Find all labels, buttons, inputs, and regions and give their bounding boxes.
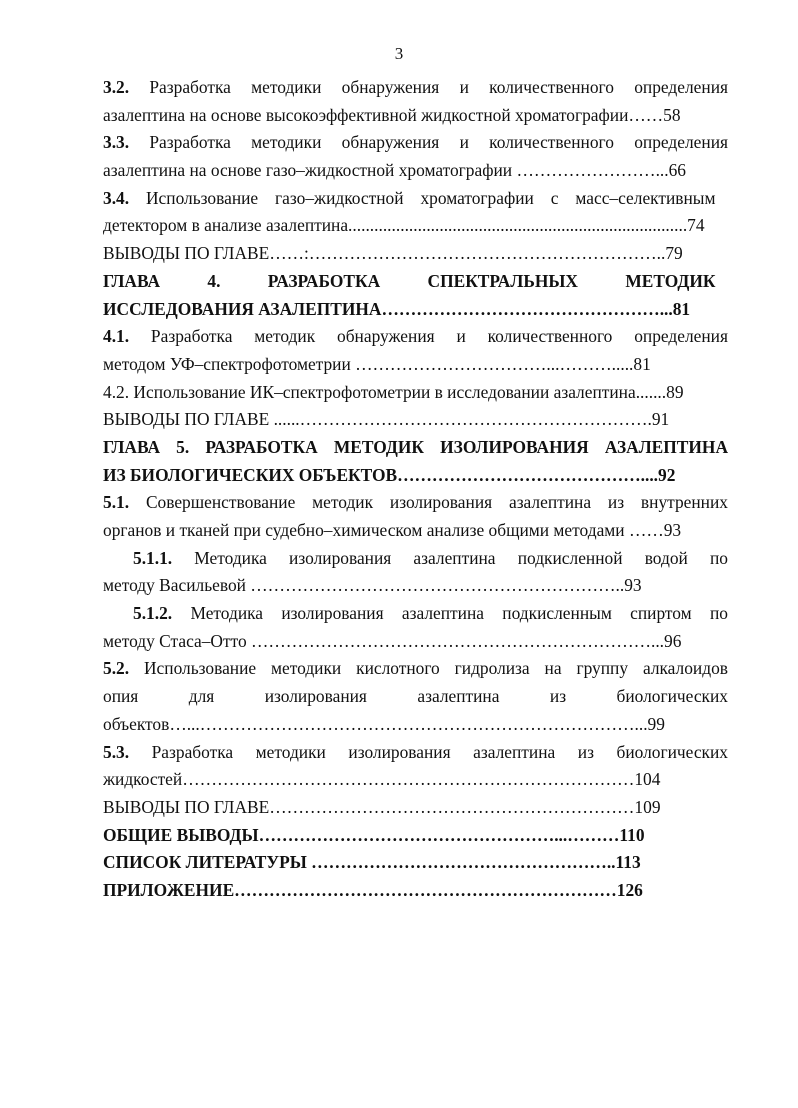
toc-entry-conclusions-ch5: ВЫВОДЫ ПО ГЛАВЕ………………………………………………………109 — [103, 796, 661, 817]
section-title: Методика изолирования азалептина подкисленной водой по — [172, 547, 728, 568]
section-number: 5.1.2. — [133, 603, 173, 624]
section-number: 3.3. — [103, 132, 130, 153]
toc-chapter-5-title-line-1: ГЛАВА 5. РАЗРАБОТКА МЕТОДИК ИЗОЛИРОВАНИЯ АЗАЛЕПТИНА — [103, 436, 728, 457]
toc-entry-5-1-line-2: органов и тканей при судебно–химическом анализе общими методами ……93 — [103, 520, 682, 540]
page-number: 3 — [394, 44, 404, 63]
toc-entry-5-1-1-line-1 — [103, 545, 728, 573]
toc-entry-5-2-line-3: объектов…...…………………………………………………………………...99 — [103, 713, 665, 734]
section-number: 3.4. — [103, 187, 130, 208]
toc-entry-5-1-1-line-2: методу Васильевой ………………………………………………………..93 — [103, 575, 642, 596]
section-number: 5.1. — [103, 492, 130, 513]
toc-entry-4-2: 4.2. Использование ИК–спектрофотометрии в исследовании азалептина.......89 — [103, 381, 684, 402]
toc-entry-5-1-2-line-2: методу Стаса–Отто ……………………………………………………………...96 — [103, 630, 682, 651]
section-title: Использование методики кислотного гидролиза на группу алкалоидов — [129, 658, 728, 679]
section-title: Методика изолирования азалептина подкисленным спиртом по — [172, 603, 728, 624]
section-title: Разработка методики обнаружения и количественного определения — [129, 132, 728, 153]
section-title: Разработка методик обнаружения и количественного определения — [129, 326, 728, 347]
section-number: 5.3. — [103, 741, 130, 762]
toc-entry-3-2-line-2: азалептина на основе высокоэффективной жидкостной хроматографии……58 — [103, 104, 681, 125]
toc-chapter-4-title-line-1: ГЛАВА 4. РАЗРАБОТКА СПЕКТРАЛЬНЫХ МЕТОДИК — [103, 270, 716, 291]
section-title: Использование газо–жидкостной хроматографии с масс–селективным — [129, 187, 716, 208]
toc-entry-5-2-line-2: опия для изолирования азалептина из биологических — [103, 686, 728, 707]
section-number: 5.2. — [103, 658, 130, 679]
toc-entry-general-conclusions: ОБЩИЕ ВЫВОДЫ……………………………………………...………110 — [103, 824, 645, 845]
toc-entry-5-1-2-line-1 — [103, 600, 728, 628]
section-title: Совершенствование методик изолирования азалептина из внутренних — [129, 492, 728, 513]
toc-chapter-4-title-line-2: ИССЛЕДОВАНИЯ АЗАЛЕПТИНА…………………………………………...81 — [103, 298, 691, 319]
toc-entry-4-1-line-2: методом УФ–спектрофотометрии ……………………………...……….....81 — [103, 353, 651, 374]
toc-entry-conclusions-ch4: ВЫВОДЫ ПО ГЛАВЕ ......…………………………………………………….91 — [103, 409, 670, 430]
section-title: Разработка методики обнаружения и количественного определения — [129, 77, 728, 97]
section-number: 4.1. — [103, 326, 130, 347]
toc-entry-5-3-line-2: жидкостей……………………………………………………………………104 — [103, 769, 661, 790]
toc-entry-5-2-line-1 — [103, 655, 728, 683]
toc-entry-references: СПИСОК ЛИТЕРАТУРЫ ……………………………………………..113 — [103, 852, 641, 873]
toc-entry-5-1-line-1 — [103, 489, 728, 517]
toc-entry-3-2-line-1 — [103, 74, 728, 102]
toc-entry-5-3-line-1 — [103, 739, 728, 767]
toc-entry-conclusions-ch3: ВЫВОДЫ ПО ГЛАВЕ……:……………………………………………………..79 — [103, 243, 683, 264]
toc-entry-appendix: ПРИЛОЖЕНИЕ…………………………………………………………126 — [103, 879, 643, 900]
section-title: Разработка методики изолирования азалептина из биологических — [129, 741, 728, 762]
toc-entry-3-3-line-1 — [103, 129, 728, 157]
toc-entry-4-1-line-1 — [103, 323, 728, 351]
toc-entry-3-3-line-2: азалептина на основе газо–жидкостной хроматографии ……………………...66 — [103, 160, 687, 181]
toc-chapter-5-title-line-2: ИЗ БИОЛОГИЧЕСКИХ ОБЪЕКТОВ……………………………………....92 — [103, 464, 676, 485]
section-number: 3.2. — [103, 77, 130, 97]
section-number: 5.1.1. — [133, 547, 173, 568]
table-of-contents — [103, 74, 728, 905]
toc-entry-3-4-line-1 — [103, 185, 716, 213]
toc-entry-3-4-line-2: детектором в анализе азалептина..............................................................................74 — [103, 215, 705, 236]
